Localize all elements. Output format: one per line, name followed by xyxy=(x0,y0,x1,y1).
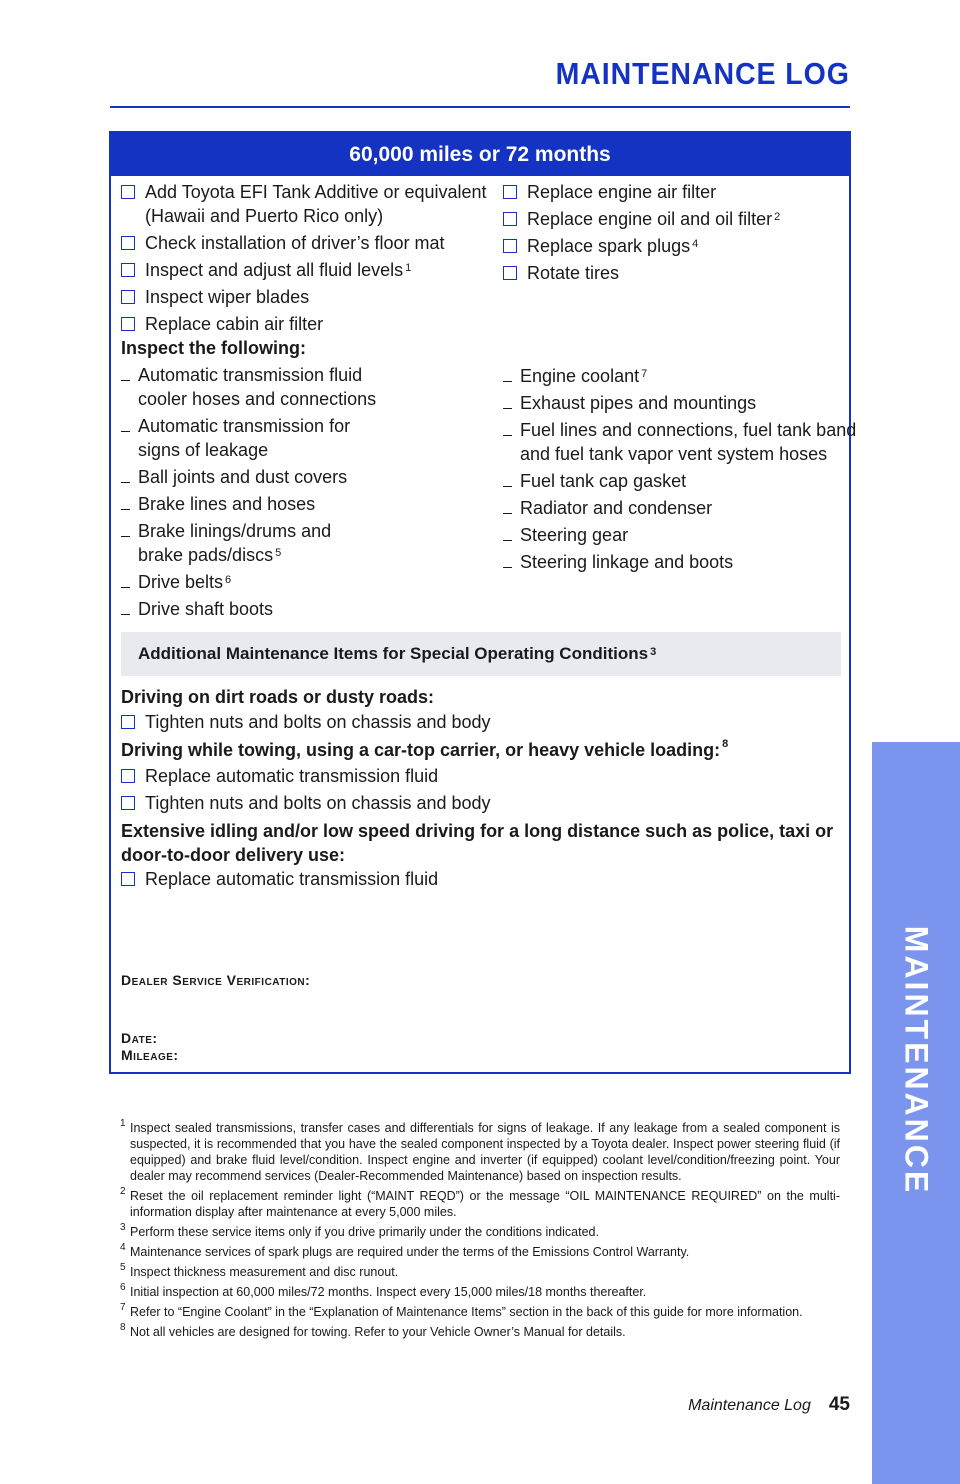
checkbox[interactable] xyxy=(121,263,135,277)
checkbox[interactable] xyxy=(503,185,517,199)
checkbox[interactable] xyxy=(503,212,517,226)
footnote: 2 Reset the oil replacement reminder light (“MAINT REQD”) or the message “OIL MAINTENANCE REQUIRED” on the multi-information display after maintenance at every 5,000 miles. xyxy=(120,1186,840,1219)
list-item: Tighten nuts and bolts on chassis and body xyxy=(121,710,491,734)
dash-marker xyxy=(503,496,512,514)
title-rule xyxy=(110,106,850,108)
checkbox[interactable] xyxy=(121,290,135,304)
list-item: Inspect and adjust all fluid levels 1 xyxy=(121,258,411,282)
dash-marker xyxy=(121,414,130,432)
checkbox[interactable] xyxy=(503,239,517,253)
footnote: 4 Maintenance services of spark plugs are required under the terms of the Emissions Control Warranty. xyxy=(120,1242,690,1259)
checkbox[interactable] xyxy=(121,317,135,331)
date-label: Date: xyxy=(121,1030,158,1046)
footnotes xyxy=(120,1120,840,1344)
list-item: Automatic transmission fluid cooler hoses and connections xyxy=(121,363,376,411)
page-title: MAINTENANCE LOG xyxy=(555,56,850,91)
footnote: 1 Inspect sealed transmissions, transfer cases and differentials for signs of leakage. If any leakage from a sealed component is suspected, it is recommended that you have the sealed component inspected by a Toyota dealer. Inspect power steering fluid (if equipped) and brake fluid level/condition. Inspect engine and inverter (if equipped) coolant level/condition/freezing point. Your dealer may recommend services (Dealer-Recommended Maintenance) based on inspection results. xyxy=(120,1118,840,1183)
side-tab-label: MAINTENANCE xyxy=(898,925,935,1196)
checkbox[interactable] xyxy=(121,796,135,810)
footnote: 3 Perform these service items only if you drive primarily under the conditions indicated. xyxy=(120,1222,599,1239)
maintenance-log-box xyxy=(109,131,857,1074)
list-item: Replace spark plugs 4 xyxy=(503,234,698,258)
checkbox[interactable] xyxy=(121,769,135,783)
list-item: Fuel lines and connections, fuel tank band and fuel tank vapor vent system hoses xyxy=(503,418,856,466)
footnote: 6 Initial inspection at 60,000 miles/72 months. Inspect every 15,000 miles/18 months thereafter. xyxy=(120,1282,647,1299)
dash-marker xyxy=(503,418,512,436)
dirt-roads-heading: Driving on dirt roads or dusty roads: xyxy=(121,687,435,707)
list-item: Replace automatic transmission fluid xyxy=(121,867,438,891)
list-item: Fuel tank cap gasket xyxy=(503,469,686,493)
dash-marker xyxy=(503,469,512,487)
dash-marker xyxy=(121,570,130,588)
towing-heading: Driving while towing, using a car-top carrier, or heavy vehicle loading: $^8$ xyxy=(121,738,729,760)
footer-label: Maintenance Log xyxy=(688,1397,811,1414)
dash-marker xyxy=(121,465,130,483)
list-item: Check installation of driver’s floor mat xyxy=(121,231,444,255)
mileage-label: Mileage: xyxy=(121,1047,179,1063)
dash-marker xyxy=(121,492,130,510)
checkbox[interactable] xyxy=(121,715,135,729)
list-item: Steering gear xyxy=(503,523,628,547)
checkbox[interactable] xyxy=(121,236,135,250)
dash-marker xyxy=(503,550,512,568)
footnote: 5 Inspect thickness measurement and disc runout. xyxy=(120,1262,399,1279)
list-item: Drive shaft boots xyxy=(121,597,273,621)
inspect-heading: Inspect the following: xyxy=(121,338,306,358)
interval-header: 60,000 miles or 72 months xyxy=(111,133,849,176)
list-item: Steering linkage and boots xyxy=(503,550,733,574)
checkbox[interactable] xyxy=(121,872,135,886)
list-item: Drive belts 6 xyxy=(121,570,231,594)
list-item: Engine coolant 7 xyxy=(503,364,647,388)
list-item: Replace automatic transmission fluid xyxy=(121,764,438,788)
page-number: 45 xyxy=(828,1394,850,1415)
dealer-verification-label: Dealer Service Verification: xyxy=(121,972,311,988)
list-item: Brake lines and hoses xyxy=(121,492,315,516)
dash-marker xyxy=(121,363,130,381)
side-tab xyxy=(872,742,960,1484)
list-item: Replace engine oil and oil filter 2 xyxy=(503,207,780,231)
dash-marker xyxy=(503,364,512,382)
dash-marker xyxy=(121,597,130,615)
footnote: 7 Refer to “Engine Coolant” in the “Explanation of Maintenance Items” section in the back of this guide for more information. xyxy=(120,1302,803,1319)
list-item: Replace engine air filter xyxy=(503,180,716,204)
checkbox[interactable] xyxy=(503,266,517,280)
list-item: Ball joints and dust covers xyxy=(121,465,347,489)
list-item: Radiator and condenser xyxy=(503,496,712,520)
list-item: Rotate tires xyxy=(503,261,619,285)
list-item: Brake linings/drums and brake pads/discs $^5$ xyxy=(121,519,331,567)
special-conditions-heading: Additional Maintenance Items for Special Operating Conditions $^3$ xyxy=(121,632,841,676)
list-item: Inspect wiper blades xyxy=(121,285,309,309)
list-item: Exhaust pipes and mountings xyxy=(503,391,756,415)
dash-marker xyxy=(503,391,512,409)
footnote: 8 Not all vehicles are designed for towing. Refer to your Vehicle Owner’s Manual for details. xyxy=(120,1322,626,1339)
list-item: Replace cabin air filter xyxy=(121,312,323,336)
page-footer xyxy=(688,1394,850,1416)
list-item: Automatic transmission for signs of leakage xyxy=(121,414,350,462)
dash-marker xyxy=(121,519,130,537)
idling-heading: Extensive idling and/or low speed driving for a long distance such as police, taxi or door-to-door delivery use: xyxy=(121,821,834,865)
list-item: Tighten nuts and bolts on chassis and body xyxy=(121,791,491,815)
list-item: Add Toyota EFI Tank Additive or equivalent (Hawaii and Puerto Rico only) xyxy=(121,180,487,228)
checkbox[interactable] xyxy=(121,185,135,199)
dash-marker xyxy=(503,523,512,541)
